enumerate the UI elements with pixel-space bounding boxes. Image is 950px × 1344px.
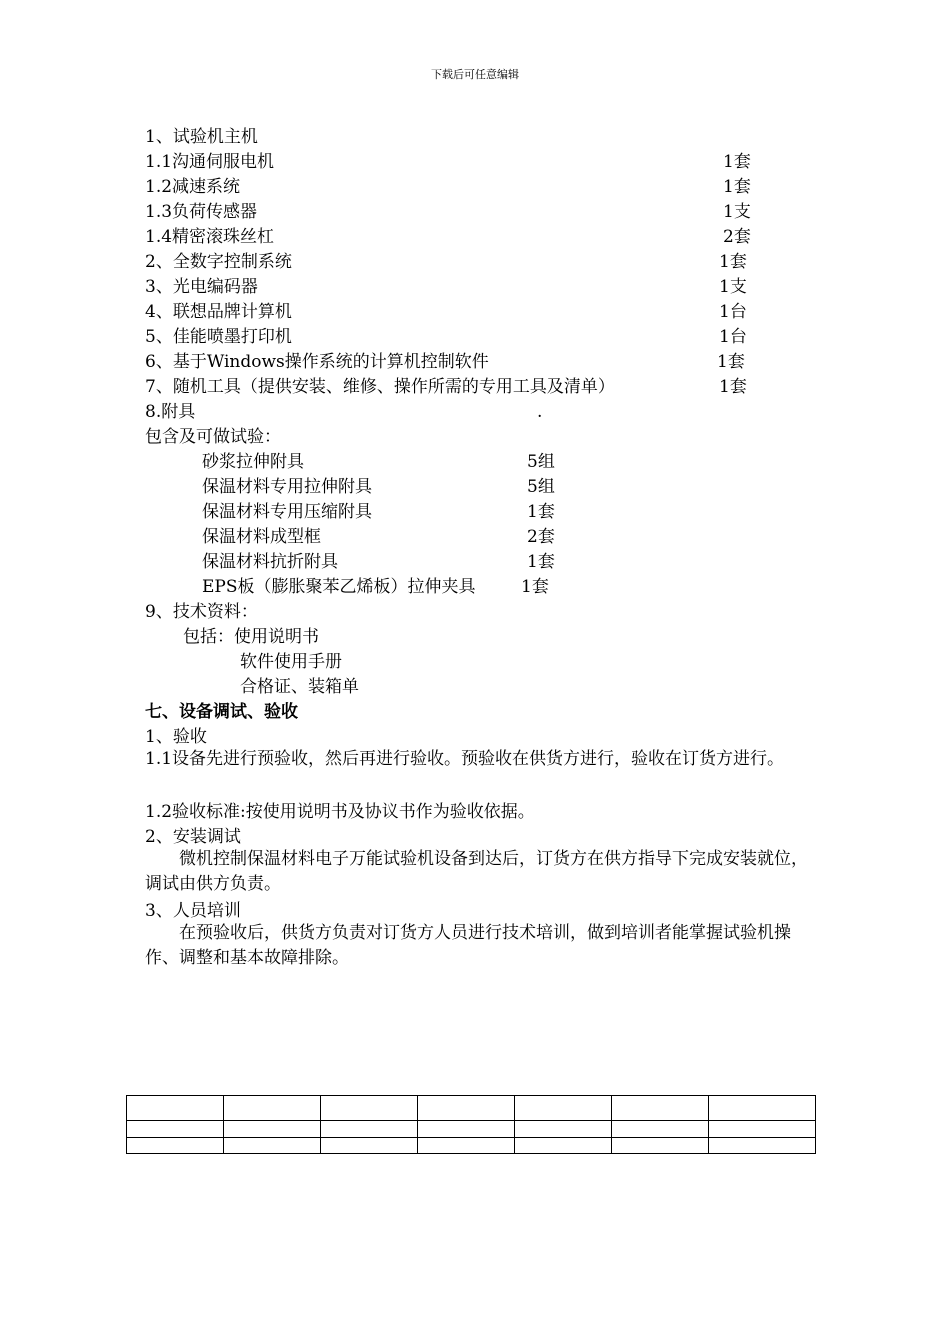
table-cell	[127, 1121, 224, 1138]
table-cell	[709, 1121, 816, 1138]
equipment-item-qty: 1支	[723, 202, 751, 222]
equipment-item-label: 1.2减速系统	[145, 177, 241, 197]
accessory-label: 砂浆拉伸附具	[202, 452, 304, 472]
table-row	[127, 1096, 816, 1121]
accessory-qty: 1套	[527, 502, 555, 522]
table-cell	[127, 1138, 224, 1154]
table-cell	[515, 1096, 612, 1121]
accessory-label: 保温材料专用拉伸附具	[202, 477, 372, 497]
equipment-item-qty: 1套	[717, 352, 745, 372]
acceptance-paragraph-2: 1.2验收标准:按使用说明书及协议书作为验收依据。	[145, 802, 535, 822]
table-cell	[224, 1096, 321, 1121]
table-cell	[127, 1096, 224, 1121]
accessory-qty: 1套	[527, 552, 555, 572]
equipment-item-label: 4、联想品牌计算机	[145, 302, 292, 322]
page-header: 下载后可任意编辑	[431, 68, 519, 81]
table-cell	[612, 1121, 709, 1138]
acceptance-paragraph-1: 1.1设备先进行预验收，然后再进行验收。预验收在供货方进行，验收在订货方进行。	[145, 749, 785, 769]
table-cell	[224, 1121, 321, 1138]
table-cell	[418, 1138, 515, 1154]
equipment-item-label: 3、光电编码器	[145, 277, 258, 297]
table-cell	[515, 1138, 612, 1154]
equipment-item-qty: 1套	[719, 377, 747, 397]
accessory-qty: 5组	[527, 452, 555, 472]
tech-docs-line: 包括：使用说明书	[183, 627, 319, 647]
equipment-item-qty: 1台	[719, 302, 747, 322]
table-row	[127, 1138, 816, 1154]
table-cell	[321, 1096, 418, 1121]
equipment-item-label: 7、随机工具（提供安装、维修、操作所需的专用工具及清单）	[145, 377, 615, 397]
accessory-qty: 5组	[527, 477, 555, 497]
equipment-item-label: 1.3负荷传感器	[145, 202, 258, 222]
equipment-item-qty: .	[537, 402, 543, 422]
equipment-item-qty: 1支	[719, 277, 747, 297]
accessory-label: 保温材料抗折附具	[202, 552, 338, 572]
table-row	[127, 1121, 816, 1138]
table-cell	[418, 1121, 515, 1138]
table-cell	[612, 1096, 709, 1121]
accessory-label: 保温材料专用压缩附具	[202, 502, 372, 522]
equipment-item-qty: 2套	[723, 227, 751, 247]
equipment-item-label: 1.4精密滚珠丝杠	[145, 227, 275, 247]
accessories-heading: 包含及可做试验：	[145, 427, 281, 447]
equipment-item-qty: 1台	[719, 327, 747, 347]
equipment-item-label: 2、全数字控制系统	[145, 252, 292, 272]
table-cell	[224, 1138, 321, 1154]
tech-docs-heading: 9、技术资料：	[145, 602, 258, 622]
equipment-item-label: 1、试验机主机	[145, 127, 258, 147]
table-cell	[321, 1121, 418, 1138]
section-title: 七、设备调试、验收	[145, 702, 298, 722]
accessory-label: EPS板（膨胀聚苯乙烯板）拉伸夹具	[202, 577, 476, 597]
accessory-qty: 2套	[527, 527, 555, 547]
table-cell	[418, 1096, 515, 1121]
table-cell	[515, 1121, 612, 1138]
accessory-qty: 1套	[521, 577, 549, 597]
training-paragraph: 在预验收后，供货方负责对订货方人员进行技术培训，做到培训者能掌握试验机操作、调整和基本故障排除。	[145, 923, 791, 968]
equipment-item-qty: 1套	[723, 177, 751, 197]
table-cell	[709, 1138, 816, 1154]
install-paragraph: 微机控制保温材料电子万能试验机设备到达后，订货方在供方指导下完成安装就位，调试由供方负责。	[145, 849, 808, 894]
table-cell	[709, 1096, 816, 1121]
equipment-item-qty: 1套	[719, 252, 747, 272]
accessory-label: 保温材料成型框	[202, 527, 321, 547]
tech-docs-line: 合格证、装箱单	[240, 677, 359, 697]
table-cell	[612, 1138, 709, 1154]
install-heading: 2、安装调试	[145, 827, 241, 847]
equipment-item-label: 6、基于Windows操作系统的计算机控制软件	[145, 352, 489, 372]
equipment-item-label: 5、佳能喷墨打印机	[145, 327, 292, 347]
table-cell	[321, 1138, 418, 1154]
tech-docs-line: 软件使用手册	[240, 652, 342, 672]
equipment-item-label: 8.附具	[145, 402, 196, 422]
equipment-item-qty: 1套	[723, 152, 751, 172]
empty-table	[126, 1095, 816, 1154]
equipment-item-label: 1.1沟通伺服电机	[145, 152, 275, 172]
acceptance-heading: 1、验收	[145, 727, 207, 747]
training-heading: 3、人员培训	[145, 901, 241, 921]
